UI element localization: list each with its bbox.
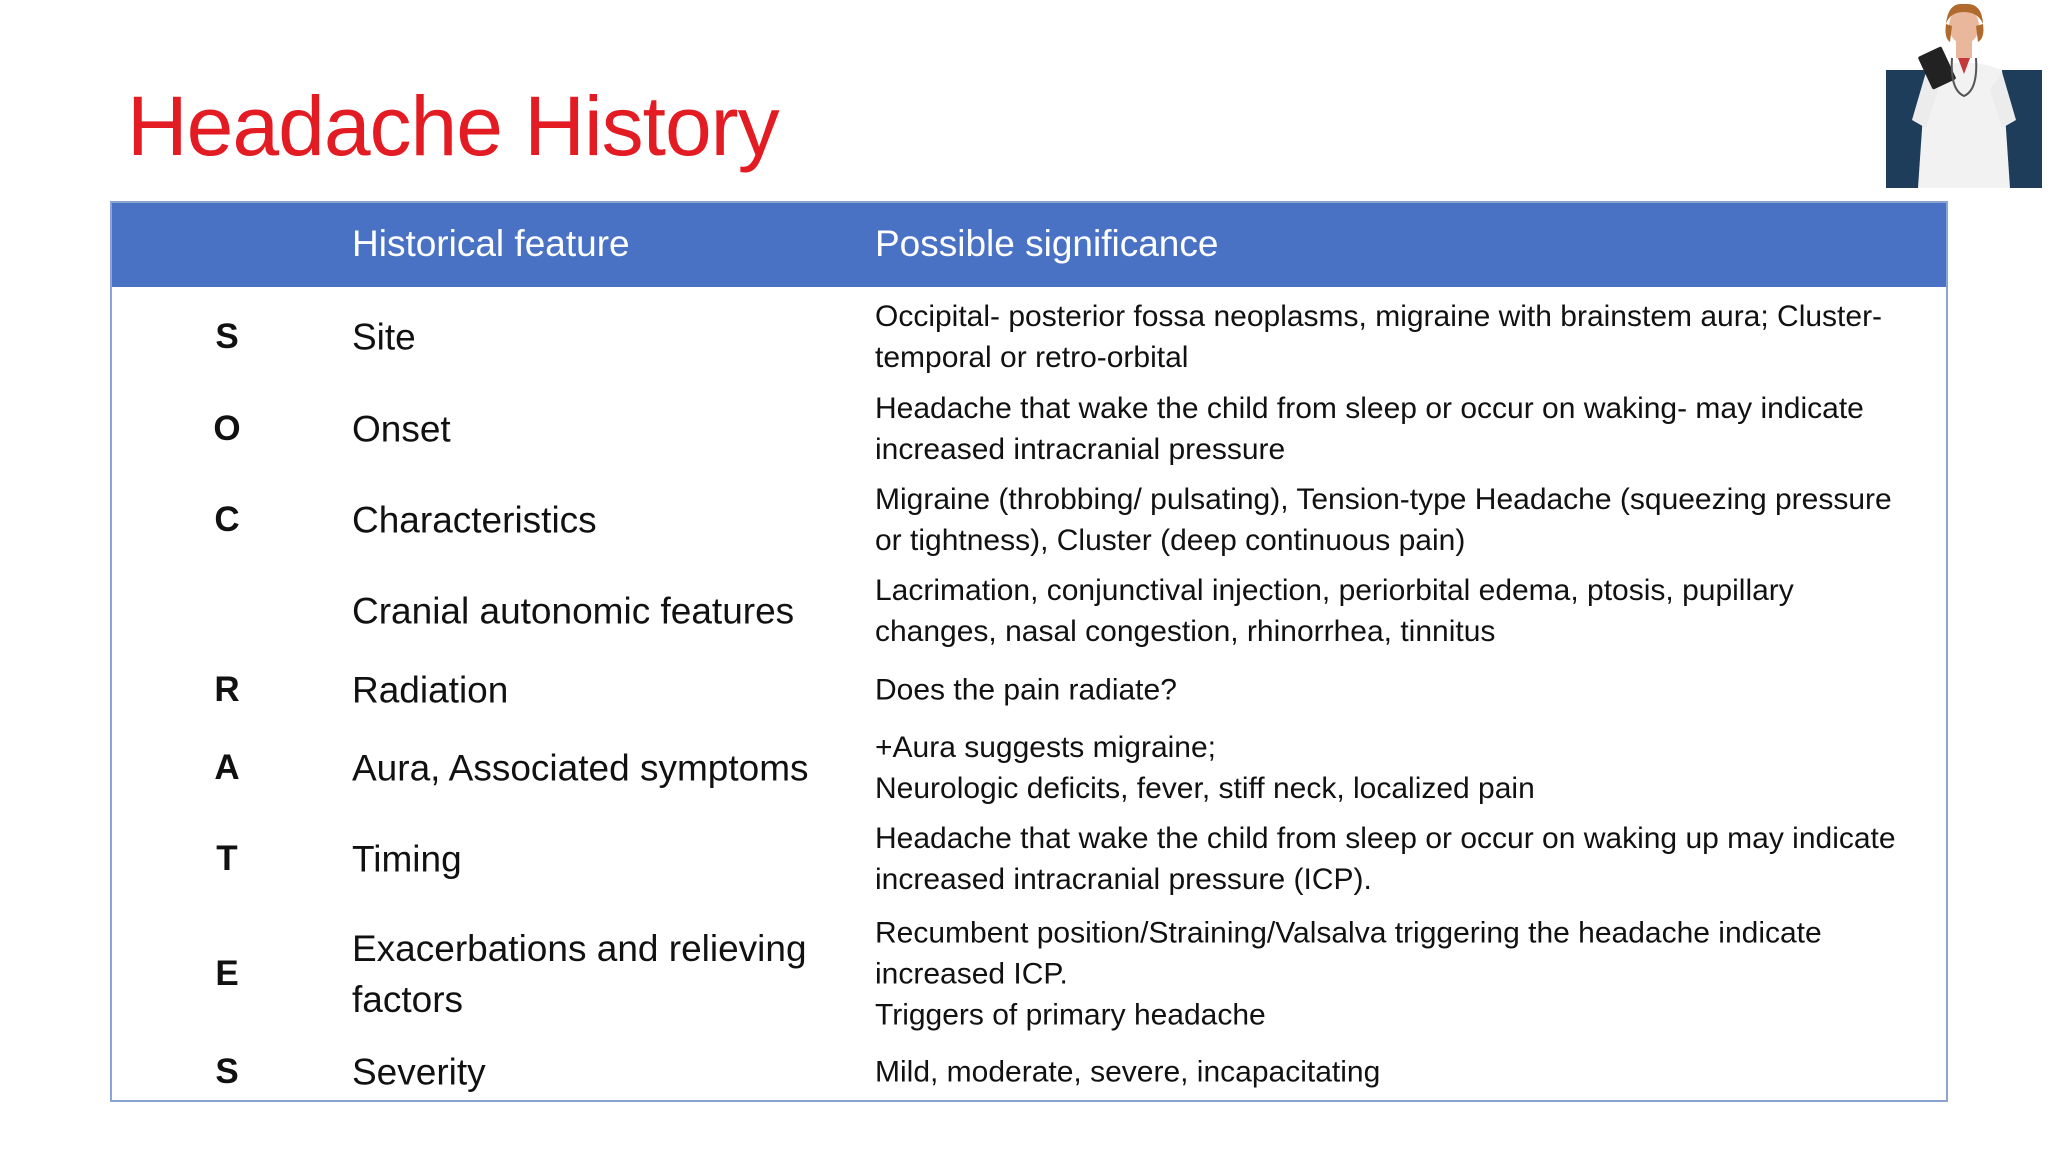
history-table — [110, 201, 1948, 1102]
table-row — [112, 565, 1946, 657]
historical-feature: Onset — [352, 408, 451, 449]
table-row — [112, 1043, 1946, 1101]
table-row — [112, 813, 1946, 905]
possible-significance: Does the pain radiate? — [875, 673, 1177, 706]
table-row — [112, 383, 1946, 474]
mnemonic-letter: S — [215, 317, 239, 356]
presenter-doctor-icon — [1886, 0, 2042, 188]
mnemonic-letter: T — [216, 839, 238, 878]
mnemonic-letter: S — [215, 1052, 239, 1091]
possible-significance: Recumbent position/Straining/Valsalva triggering the headache indicate increased ICP. Triggers of primary headache — [875, 916, 1822, 1032]
possible-significance: Migraine (throbbing/ pulsating), Tension-type Headache (squeezing pressure or tightness), Cluster (deep continuous pain) — [875, 482, 1892, 557]
table-row — [112, 291, 1946, 383]
possible-significance: Lacrimation, conjunctival injection, periorbital edema, ptosis, pupillary changes, nasal congestion, rhinorrhea, tinnitus — [875, 574, 1794, 648]
mnemonic-letter: C — [214, 499, 240, 539]
mnemonic-letter: O — [213, 408, 241, 448]
header-possible-significance: Possible significance — [875, 223, 1219, 264]
historical-feature: Radiation — [352, 669, 509, 710]
historical-feature: Characteristics — [352, 499, 597, 540]
table-row — [112, 474, 1946, 565]
possible-significance: Headache that wake the child from sleep or occur on waking up may indicate increased intracranial pressure (ICP). — [875, 822, 1896, 896]
table-header — [112, 203, 1946, 287]
historical-feature: Aura, Associated symptoms — [352, 747, 809, 788]
slide-title: Headache History — [127, 79, 779, 173]
historical-feature: Site — [352, 316, 416, 358]
table-row — [112, 657, 1946, 722]
possible-significance: Occipital- posterior fossa neoplasms, migraine with brainstem aura; Cluster- temporal or retro-orbital — [875, 300, 1883, 374]
possible-significance: Mild, moderate, severe, incapacitating — [875, 1055, 1381, 1089]
historical-feature: Cranial autonomic features — [352, 590, 795, 632]
historical-feature: Exacerbations and relieving factors — [352, 928, 807, 1020]
table-row — [112, 722, 1946, 813]
possible-significance: Headache that wake the child from sleep or occur on waking- may indicate increased intracranial pressure — [875, 391, 1864, 466]
historical-feature: Timing — [352, 838, 462, 880]
mnemonic-letter: R — [214, 669, 240, 709]
possible-significance: +Aura suggests migraine; Neurologic deficits, fever, stiff neck, localized pain — [875, 730, 1535, 805]
table-row — [112, 905, 1946, 1043]
header-historical-feature: Historical feature — [352, 223, 630, 264]
mnemonic-letter: A — [214, 747, 240, 787]
historical-feature: Severity — [352, 1051, 486, 1093]
presenter-video — [1886, 0, 2042, 188]
mnemonic-letter: E — [215, 954, 239, 993]
